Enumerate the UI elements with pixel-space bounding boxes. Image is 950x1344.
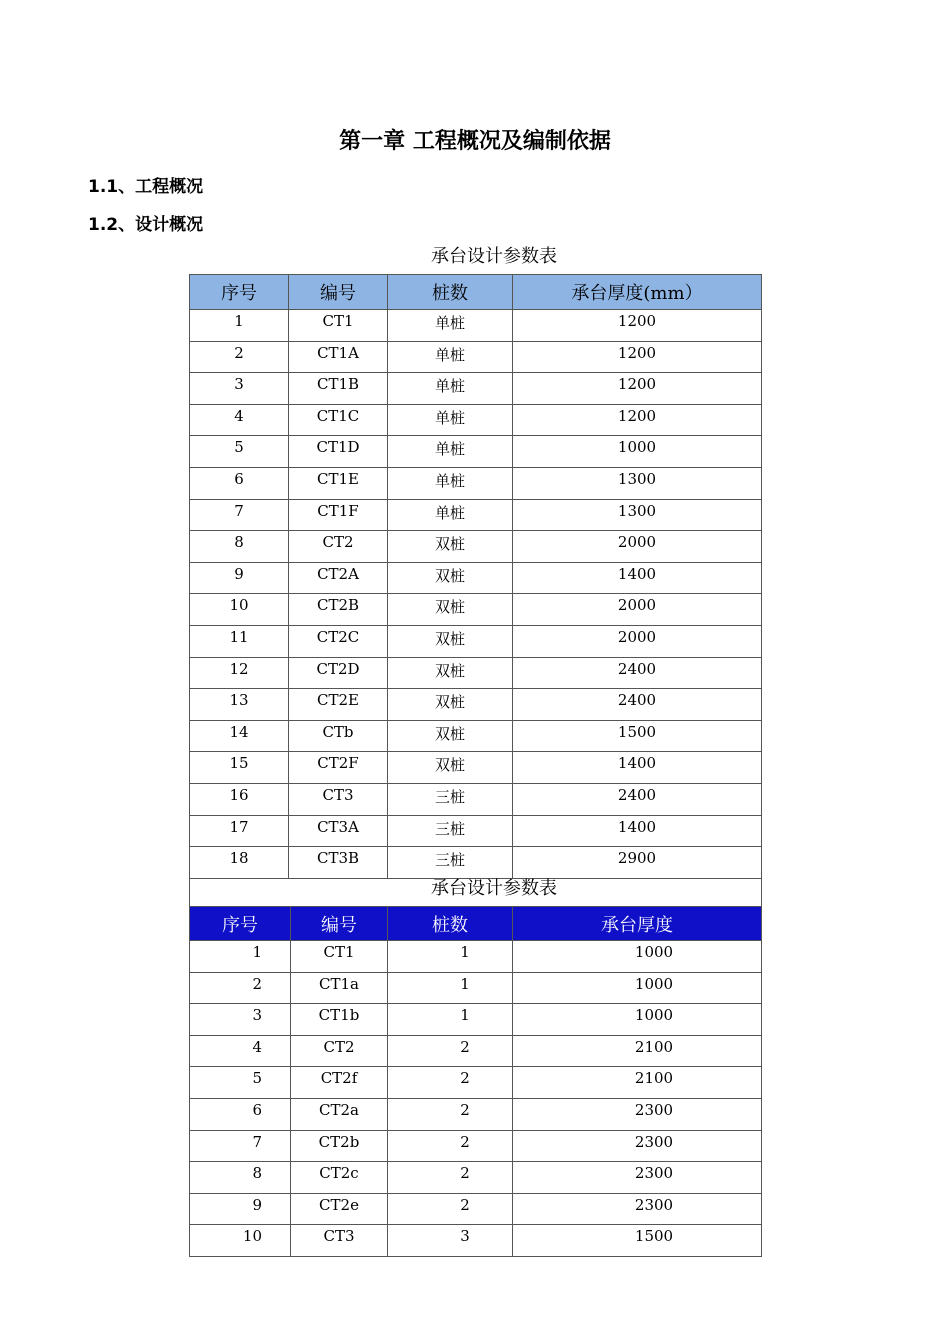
table-cell: CT1C — [289, 404, 388, 436]
table-cell: 双桩 — [388, 752, 513, 784]
table-cell: 双桩 — [388, 657, 513, 689]
table-cell: 1000 — [513, 436, 762, 468]
table-cell: CTb — [289, 720, 388, 752]
table-cell: 2 — [388, 1098, 513, 1130]
table-row — [190, 783, 762, 815]
table-cell: CT3B — [289, 847, 388, 879]
table-cell: 1400 — [513, 815, 762, 847]
table1-header-cell: 桩数 — [388, 275, 513, 310]
table-cell: CT2 — [291, 1035, 388, 1067]
table-cell: 1000 — [513, 941, 762, 973]
table-cell: 2000 — [513, 594, 762, 626]
table-row — [190, 373, 762, 405]
table-row — [190, 467, 762, 499]
table-cell: 1200 — [513, 341, 762, 373]
table-row — [190, 1035, 762, 1067]
table2-header-cell: 桩数 — [388, 907, 513, 941]
table-row — [190, 720, 762, 752]
table-cell: 单桩 — [388, 404, 513, 436]
table-cell: 7 — [190, 499, 289, 531]
table-cell: 8 — [190, 1162, 291, 1194]
table-cell: 10 — [190, 1225, 291, 1257]
table-cell: 6 — [190, 1098, 291, 1130]
table-cell: 1500 — [513, 1225, 762, 1257]
table-cell: 2100 — [513, 1067, 762, 1099]
table-cell: 1000 — [513, 972, 762, 1004]
table1-header-cell: 序号 — [190, 275, 289, 310]
table-cell: 4 — [190, 404, 289, 436]
table-row — [190, 594, 762, 626]
table-cell: 1000 — [513, 1004, 762, 1036]
table-cell: CT1E — [289, 467, 388, 499]
table-cell: 三桩 — [388, 815, 513, 847]
table-cell: 1300 — [513, 467, 762, 499]
table-cell: 2 — [190, 972, 291, 1004]
table1-body — [190, 310, 762, 910]
table2-header-cell: 编号 — [291, 907, 388, 941]
table-row — [190, 815, 762, 847]
table-cell: 17 — [190, 815, 289, 847]
table-cell: 1300 — [513, 499, 762, 531]
table-cell: CT2B — [289, 594, 388, 626]
table-cell: 2300 — [513, 1098, 762, 1130]
table-cell: 6 — [190, 467, 289, 499]
table-row — [190, 1098, 762, 1130]
table-cell: CT2C — [289, 625, 388, 657]
table-cell: 双桩 — [388, 689, 513, 721]
table-cell: 8 — [190, 531, 289, 563]
table-row — [190, 1193, 762, 1225]
table-cell: 1 — [190, 310, 289, 342]
table-cell: CT1D — [289, 436, 388, 468]
table-cell: CT2 — [289, 531, 388, 563]
table-row — [190, 1004, 762, 1036]
table-cell: 2000 — [513, 531, 762, 563]
table-cell: 3 — [190, 1004, 291, 1036]
table-cell: 双桩 — [388, 562, 513, 594]
table-cell: CT2c — [291, 1162, 388, 1194]
table-cell: 10 — [190, 594, 289, 626]
table-cell: 16 — [190, 783, 289, 815]
table-cell: 1200 — [513, 404, 762, 436]
table-cell: 2 — [388, 1162, 513, 1194]
table-row — [190, 1225, 762, 1257]
table-cell: 单桩 — [388, 499, 513, 531]
table-cell: 单桩 — [388, 341, 513, 373]
table-cell: 1 — [190, 941, 291, 973]
pile-cap-table-2 — [189, 906, 762, 1257]
table-row — [190, 1067, 762, 1099]
table1-caption: 承台设计参数表 — [431, 246, 557, 267]
table-cell: 9 — [190, 1193, 291, 1225]
table-cell: CT2E — [289, 689, 388, 721]
table-cell: 12 — [190, 657, 289, 689]
table-cell: CT2A — [289, 562, 388, 594]
section-heading-1-1: 1.1、工程概况 — [88, 177, 204, 197]
table-cell: 三桩 — [388, 783, 513, 815]
table2-header-cell: 序号 — [190, 907, 291, 941]
table-cell: CT2F — [289, 752, 388, 784]
table-cell: 三桩 — [388, 847, 513, 879]
table1-header-row — [190, 275, 762, 310]
table-cell: 2300 — [513, 1130, 762, 1162]
table-cell: 14 — [190, 720, 289, 752]
section-heading-1-2: 1.2、设计概况 — [88, 215, 204, 235]
pile-cap-table-1 — [189, 274, 762, 910]
table-cell: 单桩 — [388, 373, 513, 405]
table-cell: 2 — [388, 1193, 513, 1225]
table-cell: 2 — [388, 1130, 513, 1162]
table-cell: 2 — [388, 1035, 513, 1067]
table-cell: 3 — [190, 373, 289, 405]
table-cell: CT2f — [291, 1067, 388, 1099]
table-row — [190, 689, 762, 721]
table-cell: 11 — [190, 625, 289, 657]
table-cell: 15 — [190, 752, 289, 784]
table-cell: 2900 — [513, 847, 762, 879]
table-cell: CT1a — [291, 972, 388, 1004]
table-cell: 双桩 — [388, 625, 513, 657]
table-cell: 2000 — [513, 625, 762, 657]
table-cell: 1400 — [513, 562, 762, 594]
table-cell: 双桩 — [388, 594, 513, 626]
page-title: 第一章 工程概况及编制依据 — [339, 129, 611, 154]
table-row — [190, 625, 762, 657]
table-cell: 3 — [388, 1225, 513, 1257]
table-row — [190, 341, 762, 373]
table-row — [190, 531, 762, 563]
table-cell: 13 — [190, 689, 289, 721]
table-cell: 2400 — [513, 689, 762, 721]
table-cell: 5 — [190, 1067, 291, 1099]
table-cell: 4 — [190, 1035, 291, 1067]
table-cell: 2300 — [513, 1193, 762, 1225]
table-row — [190, 972, 762, 1004]
table-cell: CT2D — [289, 657, 388, 689]
table-cell: 1 — [388, 941, 513, 973]
table-cell: 1 — [388, 972, 513, 1004]
table-cell: CT1A — [289, 341, 388, 373]
table-cell: CT2b — [291, 1130, 388, 1162]
table-cell: 单桩 — [388, 310, 513, 342]
table-cell: CT3 — [291, 1225, 388, 1257]
table-row — [190, 1130, 762, 1162]
table-cell: CT1B — [289, 373, 388, 405]
table-row — [190, 499, 762, 531]
table-cell: 双桩 — [388, 720, 513, 752]
table-cell: CT1b — [291, 1004, 388, 1036]
table-cell: 单桩 — [388, 467, 513, 499]
table-row — [190, 562, 762, 594]
table-row — [190, 941, 762, 973]
table-row — [190, 752, 762, 784]
table1-header-cell: 承台厚度(mm） — [513, 275, 762, 310]
table-cell: 双桩 — [388, 531, 513, 563]
table-cell: CT2a — [291, 1098, 388, 1130]
table-cell: 7 — [190, 1130, 291, 1162]
table-cell: 1500 — [513, 720, 762, 752]
table-cell: CT3 — [289, 783, 388, 815]
table2-header-cell: 承台厚度 — [513, 907, 762, 941]
table-row — [190, 310, 762, 342]
table-row — [190, 436, 762, 468]
table2-body — [190, 941, 762, 1257]
table-row — [190, 404, 762, 436]
table-cell: 2300 — [513, 1162, 762, 1194]
table-cell: CT3A — [289, 815, 388, 847]
table-cell: CT1F — [289, 499, 388, 531]
table-cell: 2100 — [513, 1035, 762, 1067]
table-cell: 2400 — [513, 783, 762, 815]
table-cell: 单桩 — [388, 436, 513, 468]
table-cell: CT1 — [289, 310, 388, 342]
table-cell: 1200 — [513, 310, 762, 342]
table-cell: 2 — [190, 341, 289, 373]
table-cell: 5 — [190, 436, 289, 468]
table-cell: CT2e — [291, 1193, 388, 1225]
table-row — [190, 1162, 762, 1194]
table-cell: 9 — [190, 562, 289, 594]
table-row — [190, 657, 762, 689]
table-cell: 2400 — [513, 657, 762, 689]
table2-header-row — [190, 907, 762, 941]
table1-header-cell: 编号 — [289, 275, 388, 310]
table-cell: CT1 — [291, 941, 388, 973]
table-cell: 1200 — [513, 373, 762, 405]
table2-caption: 承台设计参数表 — [431, 878, 557, 899]
table-cell: 18 — [190, 847, 289, 879]
table-cell: 1400 — [513, 752, 762, 784]
table-cell: 2 — [388, 1067, 513, 1099]
table-cell: 1 — [388, 1004, 513, 1036]
